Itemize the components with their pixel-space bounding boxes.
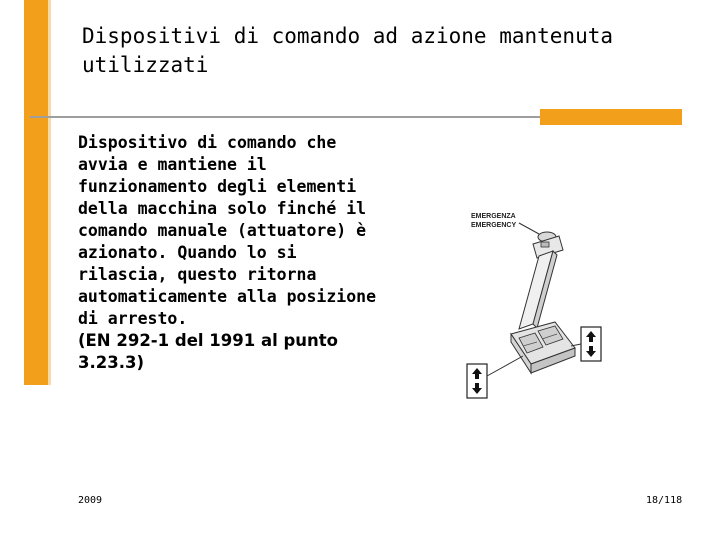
emergency-label-it: EMERGENZA bbox=[471, 213, 516, 220]
up-down-arrows-icon bbox=[581, 327, 601, 361]
up-down-arrows-icon bbox=[467, 364, 487, 398]
divider-accent bbox=[540, 109, 682, 125]
slide-body bbox=[78, 132, 378, 374]
accent-bar-shadow bbox=[48, 0, 51, 385]
emergency-label-en: EMERGENCY bbox=[471, 222, 517, 229]
hold-to-run-control-illustration bbox=[463, 206, 609, 404]
body-paragraph: Dispositivo di comando che avvia e mantiene il funzionamento degli elementi della macchina solo finché il comando manuale (attuatore) è azionato. Quando lo si rilascia, questo ritorna automaticamente alla posizione di arresto. bbox=[78, 133, 377, 328]
reference-text: (EN 292-1 del 1991 al punto 3.23.3) bbox=[78, 331, 339, 372]
footer-year: 2009 bbox=[78, 495, 103, 506]
page-number: 18/118 bbox=[646, 495, 683, 506]
accent-bar bbox=[24, 0, 48, 385]
pedal-base bbox=[511, 322, 575, 373]
slide-title: Dispositivi di comando ad azione mantenuta utilizzati bbox=[82, 24, 614, 77]
